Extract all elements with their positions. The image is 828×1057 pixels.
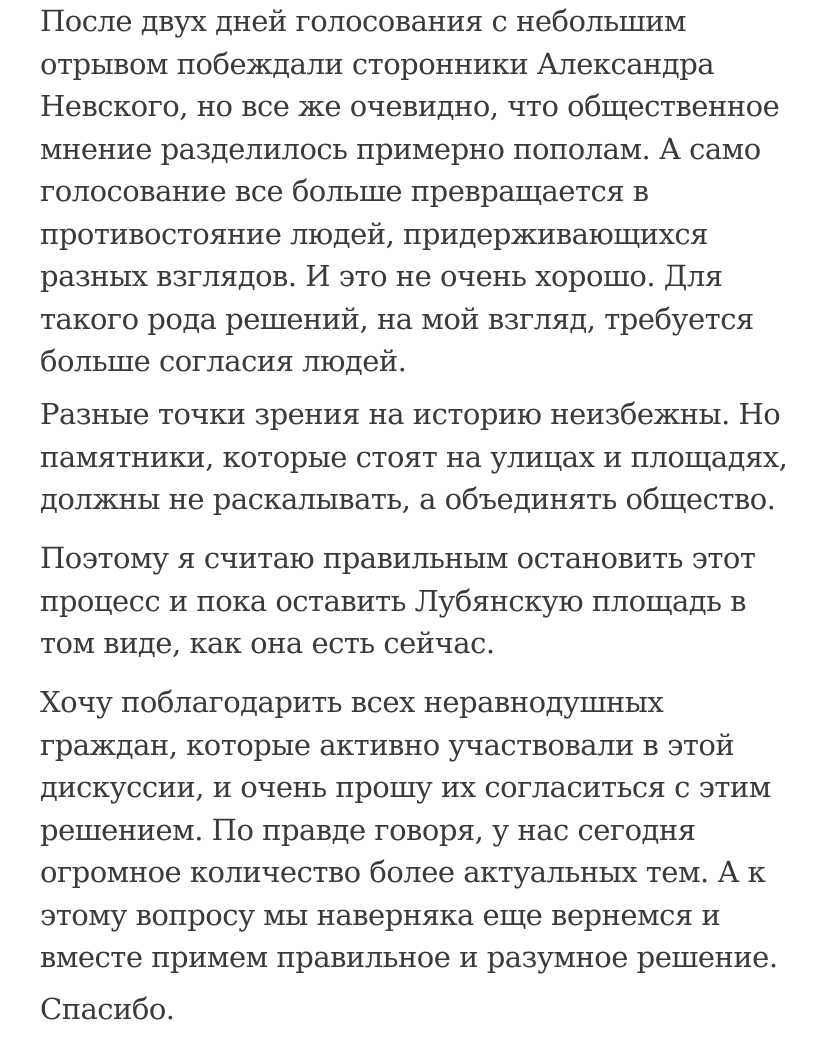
text-line: Невского, но все же очевидно, что общественное [40, 89, 780, 123]
text-line: огромное количество более актуальных тем. А к [40, 855, 766, 889]
paragraph-4 [40, 681, 778, 979]
paragraph-2 [40, 393, 787, 521]
text-line: процесс и пока оставить Лубянскую площадь в [40, 583, 746, 618]
text-line: голосование все больше превращается в [40, 174, 649, 208]
text-line: противостояние людей, придерживающихся [40, 216, 708, 251]
text-line: больше согласия людей. [40, 344, 407, 378]
paragraph-3 [40, 537, 755, 665]
text-line: такого рода решений, на мой взгляд, требуется [40, 301, 754, 336]
paragraph-1 [40, 0, 779, 383]
text-line: этому вопросу мы наверняка еще вернемся и [40, 897, 721, 932]
text-line: решением. По правде говоря, у нас сегодня [40, 812, 696, 847]
text-line: Спасибо. [40, 992, 175, 1026]
text-line: Хочу поблагодарить всех неравнодушных [40, 685, 664, 719]
text-line: памятники, которые стоят на улицах и площадях, [40, 439, 788, 474]
text-line: отрывом побеждали сторонники Александра [40, 46, 715, 81]
text-line: мнение разделилось примерно пополам. А само [40, 131, 761, 166]
text-line: граждан, которые активно участвовали в этой [40, 727, 735, 762]
text-line: вместе примем правильное и разумное решение. [40, 940, 778, 974]
text-line: После двух дней голосования с небольшим [40, 4, 686, 38]
text-line: Поэтому я считаю правильным остановить этот [40, 541, 756, 575]
text-line: Разные точки зрения на историю неизбежны. Но [40, 397, 781, 431]
text-line: том виде, как она есть сейчас. [40, 626, 495, 660]
text-line: разных взглядов. И это не очень хорошо. Для [40, 259, 723, 293]
text-line: дискуссии, и очень прошу их согласиться с этим [40, 770, 771, 804]
text-line: должны не раскалывать, а объединять общество. [40, 482, 776, 516]
closing-paragraph [40, 988, 175, 1031]
